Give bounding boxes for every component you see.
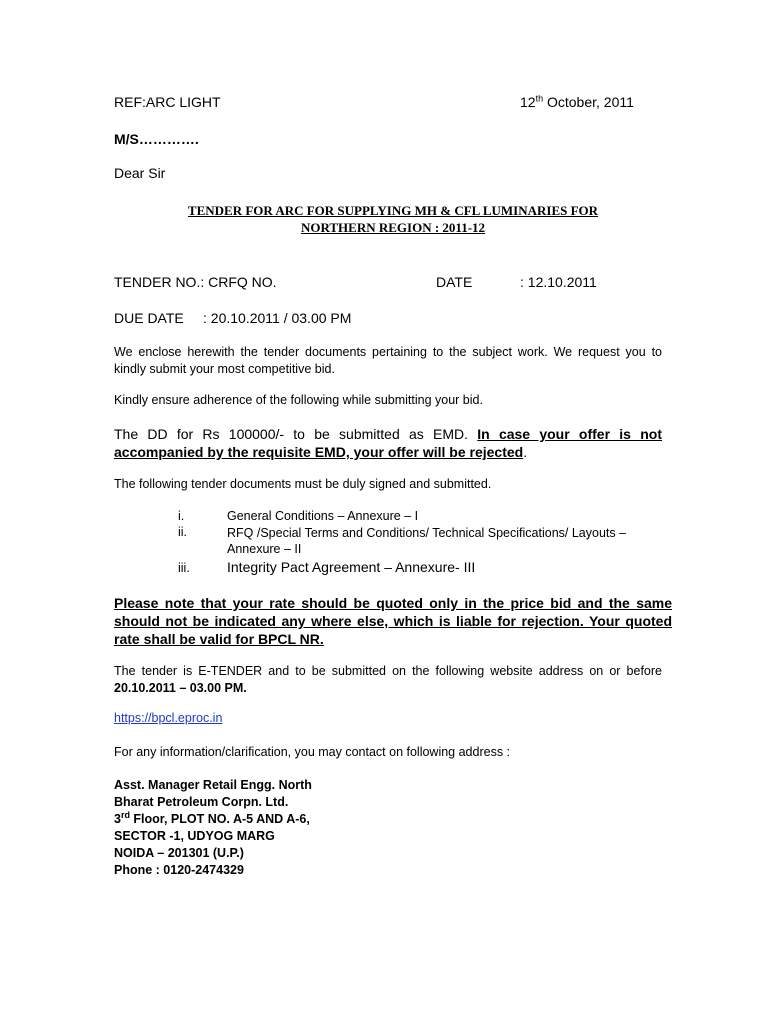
floor-suffix: rd: [120, 809, 130, 820]
address-line: Bharat Petroleum Corpn. Ltd.: [114, 795, 289, 809]
documents-intro: The following tender documents must be duly signed and submitted.: [114, 477, 492, 491]
item-number: ii.: [178, 525, 188, 539]
etender-paragraph: [114, 663, 662, 697]
address-line: NOIDA – 201301 (U.P.): [114, 846, 244, 860]
address-line: SECTOR -1, UDYOG MARG: [114, 829, 275, 843]
annexure-list: [178, 509, 668, 579]
list-item: [178, 525, 668, 559]
item-text: RFQ /Special Terms and Conditions/ Technical Specifications/ Layouts – Annexure – II: [227, 526, 627, 556]
date-day: 12: [520, 94, 536, 110]
address-line: [114, 811, 312, 828]
contact-address: [114, 777, 312, 879]
floor-rest: Floor, PLOT NO. A-5 AND A-6,: [129, 812, 310, 826]
item-text: General Conditions – Annexure – I: [227, 509, 419, 523]
due-date-value: : 20.10.2011 / 03.00 PM: [203, 310, 352, 326]
floor-number: 3: [114, 812, 121, 826]
price-bid-note: Please note that your rate should be quoted only in the price bid and the same should not be indicated any where else, which is liable for rejection. Your quoted rate shall be valid for BPCL NR.: [114, 595, 672, 647]
item-number: iii.: [178, 561, 190, 575]
date-suffix: th: [535, 93, 544, 104]
addressee: M/S………….: [114, 131, 199, 147]
tender-no: TENDER NO.: CRFQ NO.: [114, 274, 277, 290]
salutation: Dear Sir: [114, 165, 166, 181]
list-item: [178, 559, 668, 579]
subject-line-1: TENDER FOR ARC FOR SUPPLYING MH & CFL LUMINARIES FOR: [187, 203, 599, 218]
tender-date-value: : 12.10.2011: [520, 274, 597, 290]
subject: [110, 202, 676, 236]
emd-text: The DD for Rs 100000/- to be submitted as EMD.: [114, 426, 478, 442]
phone-line: Phone : 0120-2474329: [114, 863, 244, 877]
etender-text: The tender is E-TENDER and to be submitted on the following website address on or before: [114, 664, 662, 678]
item-number: i.: [178, 509, 185, 523]
list-item: [178, 509, 668, 525]
website-link-wrap: [114, 711, 222, 725]
website-link[interactable]: https://bpcl.eproc.in: [114, 711, 223, 725]
emd-paragraph: [114, 425, 662, 461]
address-line: Asst. Manager Retail Engg. North: [114, 778, 312, 792]
letter-date: [520, 94, 634, 110]
subject-line-2: NORTHERN REGION : 2011-12: [300, 220, 486, 235]
contact-intro: For any information/clarification, you may contact on following address :: [114, 745, 511, 759]
emd-end: .: [523, 444, 528, 460]
etender-deadline: 20.10.2011 – 03.00 PM.: [114, 681, 247, 695]
adherence-paragraph: Kindly ensure adherence of the following while submitting your bid.: [114, 393, 483, 407]
emd-warning: In case your offer is not accompanied by the requisite EMD, your offer will be rejected: [114, 426, 662, 460]
reference: REF:ARC LIGHT: [114, 94, 221, 110]
item-text: Integrity Pact Agreement – Annexure- III: [227, 559, 476, 575]
date-month-year: October, 2011: [543, 94, 634, 110]
intro-paragraph: We enclose herewith the tender documents pertaining to the subject work. We request you to kindly submit your most competitive bid.: [114, 345, 662, 376]
tender-date-label: DATE: [436, 274, 473, 290]
due-date-label: DUE DATE: [114, 310, 184, 326]
